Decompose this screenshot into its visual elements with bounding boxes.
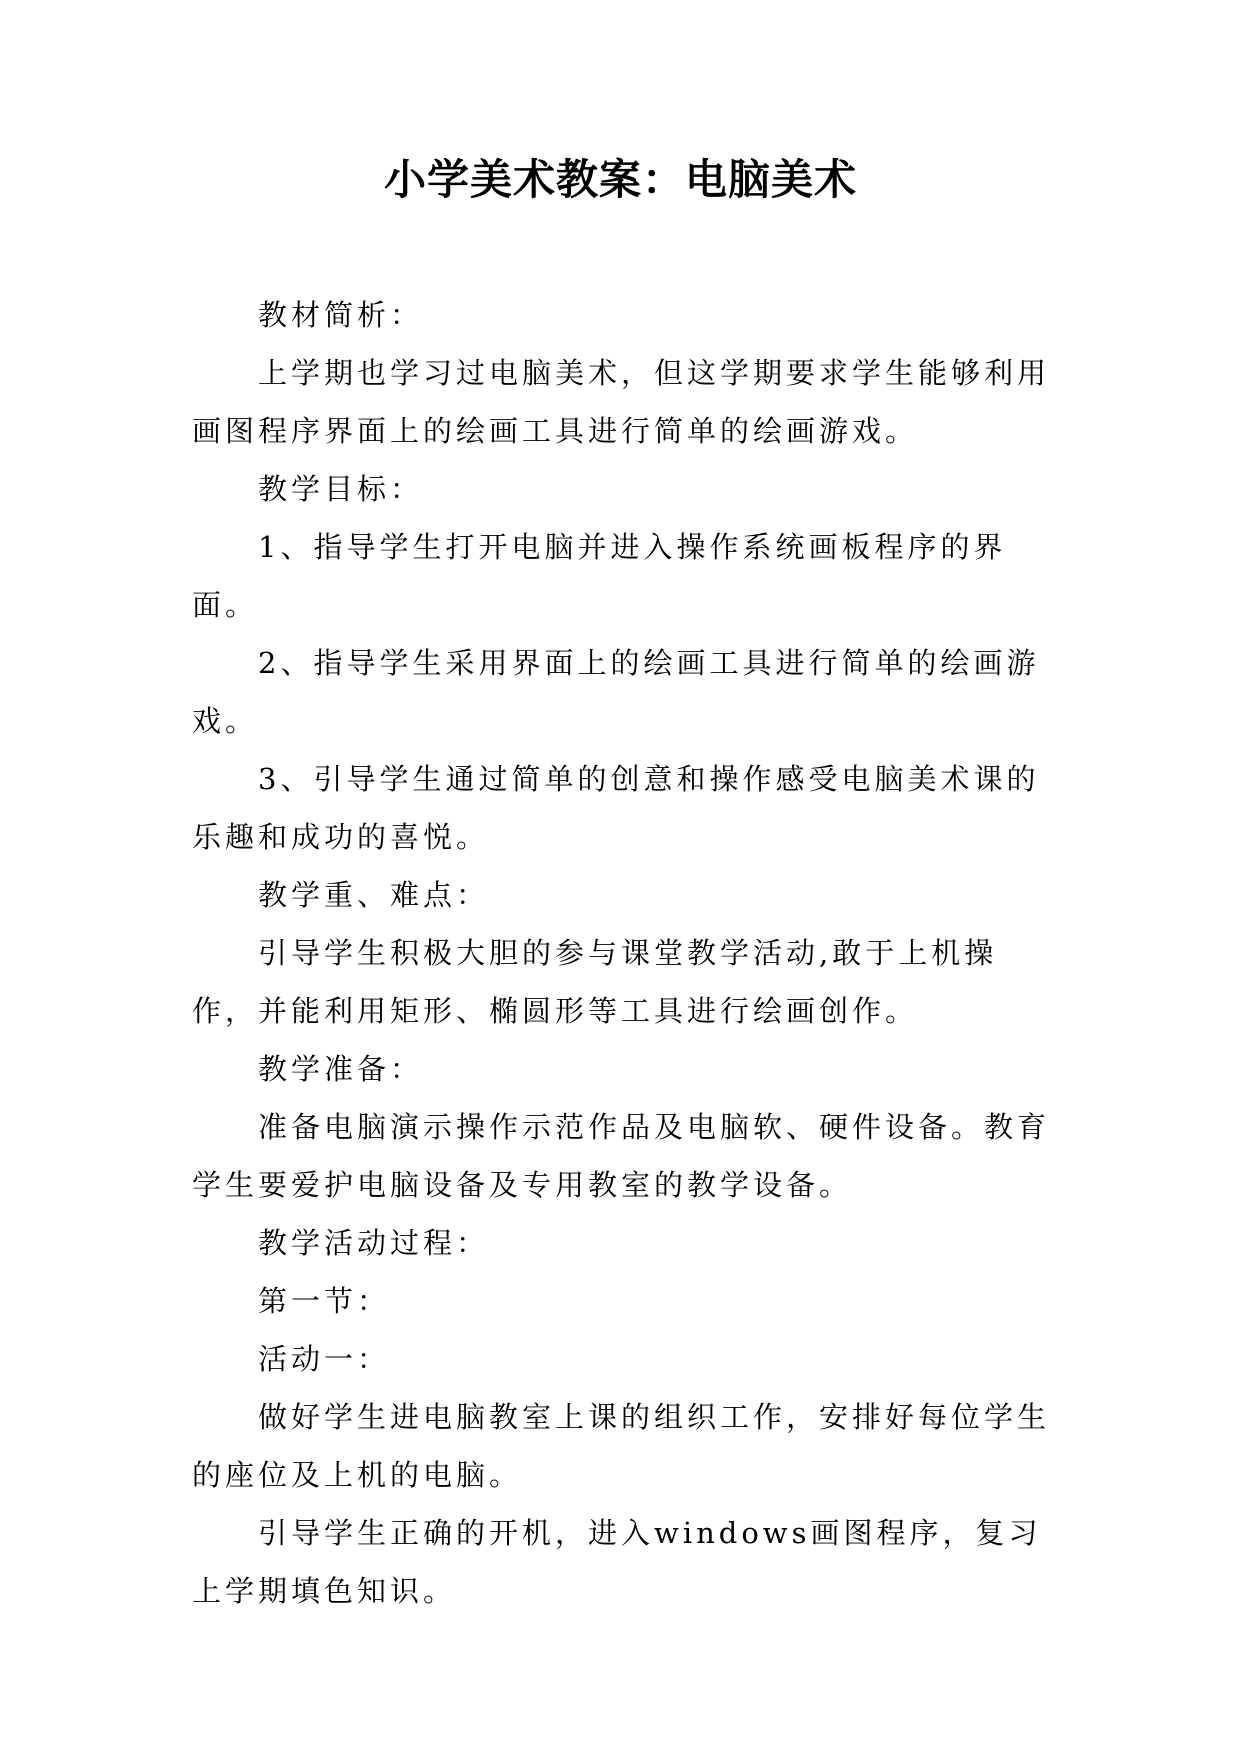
paragraph-goal-2: 2、指导学生采用界面上的绘画工具进行简单的绘画游戏。 [192,646,1040,738]
paragraph-activity-1-organize: 做好学生进电脑教室上课的组织工作，安排好每位学生的座位及上机的电脑。 [192,1400,1051,1492]
paragraph-key-points-heading: 教学重、难点： [258,878,490,912]
paragraph-preparation-heading: 教学准备： [258,1052,424,1086]
document-title: 小学美术教案：电脑美术 [383,155,857,204]
paragraph-key-points: 引导学生积极大胆的参与课堂教学活动,敢于上机操作，并能利用矩形、椭圆形等工具进行绘画创作。 [192,936,998,1028]
paragraph-process-heading: 教学活动过程： [258,1226,490,1260]
paragraph-textbook-analysis: 上学期也学习过电脑美术，但这学期要求学生能够利用画图程序界面上的绘画工具进行简单的绘画游戏。 [192,356,1051,448]
paragraph-textbook-analysis-heading: 教材简析： [258,298,424,332]
paragraph-activity-1-heading: 活动一： [258,1342,391,1376]
paragraph-section-1-heading: 第一节： [258,1284,391,1318]
paragraph-preparation: 准备电脑演示操作示范作品及电脑软、硬件设备。教育学生要爱护电脑设备及专用教室的教学设备。 [192,1110,1051,1202]
paragraph-goal-3: 3、引导学生通过简单的创意和操作感受电脑美术课的乐趣和成功的喜悦。 [192,762,1040,854]
paragraph-activity-1-startup: 引导学生正确的开机，进入windows画图程序，复习上学期填色知识。 [192,1516,1042,1608]
document-body [192,286,1054,1620]
paragraph-teaching-goals-heading: 教学目标： [258,472,424,506]
paragraph-goal-1: 1、指导学生打开电脑并进入操作系统画板程序的界面。 [192,530,1007,622]
